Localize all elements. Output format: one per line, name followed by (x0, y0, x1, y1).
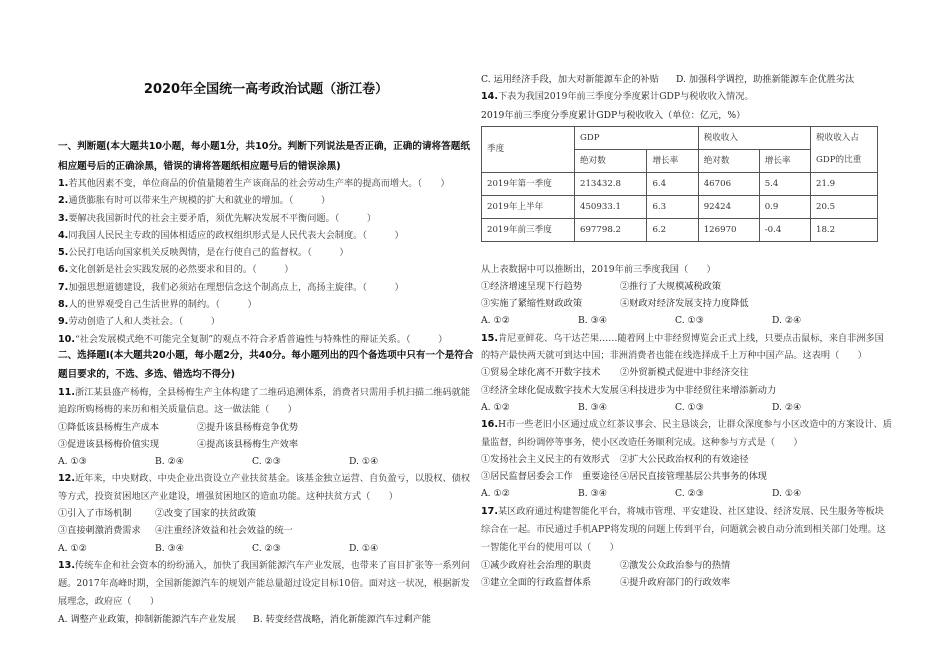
question-14 (481, 88, 893, 329)
option: ③实施了紧缩性财政政策 (481, 298, 583, 310)
question-number: 2. (58, 195, 69, 207)
option: ②推行了大规模减税政策 (620, 280, 722, 292)
question-number: 10. (58, 333, 75, 345)
cell: 20.5 (811, 195, 878, 218)
question-text: 加强思想道德建设，我们必须站在理想信念这个制高点上，高扬主旋律。（ ） (68, 281, 404, 293)
option: ④科技进步为中非经贸往来增添新动力 (620, 384, 777, 396)
cell: 6.3 (647, 195, 698, 218)
question-number: 9. (58, 316, 69, 328)
answer-c: C. ①③ (675, 401, 705, 413)
question-text: 浙江某县盛产杨梅，全县杨梅生产主体构建了二维码追溯体系，消费者只需用手机扫描二维码就能追踪所购杨梅的来历和相关质量信息。这一做法能（ ） (58, 386, 471, 416)
question-text: H市一些老旧小区通过成立红茶议事会、民主恳谈会，让群众深度参与小区改造中的方案设计、质量监督，纠纷调停等事务，使小区改造任务顺利完成。这种参与方式是（ ） (481, 419, 892, 448)
answer-c: C. ②③ (252, 456, 282, 468)
header-abs: 绝对数 (575, 149, 647, 172)
answer-a: A. ①② (481, 488, 510, 500)
question-text: 从上表数据中可以推断出，2019年前三季度我国（ ） (481, 263, 716, 275)
option: ④财政对经济发展支持力度降低 (620, 298, 749, 310)
option: ③促进该县杨梅价值实现 (58, 438, 160, 450)
question-text: 下表为我国2019年前三季度分季度累计GDP与税收收入情况。 (498, 91, 754, 103)
right-column (481, 71, 893, 591)
option: ④注重经济效益和社会效益的统一 (155, 525, 293, 537)
header-rate: 增长率 (647, 149, 698, 172)
answer-d: D. ①④ (349, 456, 379, 468)
cell: 6.4 (647, 172, 698, 195)
question-number: 11. (58, 386, 75, 398)
answer-a: A. ①② (481, 401, 510, 413)
question-text: 劳动创造了人和人类社会。（ ） (68, 316, 220, 328)
question-text: 人的世界观受自己生活世界的制约。（ ） (68, 299, 257, 311)
cell: 2019年第一季度 (482, 172, 575, 195)
option: ②扩大公民政治权利的有效途径 (620, 453, 749, 465)
question-12 (58, 470, 474, 556)
cell: 213432.8 (575, 172, 647, 195)
answer-c: C. ②③ (252, 542, 282, 554)
answer-b: B. 转变经营战略，消化新能源汽车过剩产能 (253, 613, 431, 625)
judgement-item (58, 175, 474, 192)
answer-d: D. ①④ (772, 488, 802, 500)
option: ①发扬社会主义民主的有效形式 (481, 453, 610, 465)
question-number: 17. (481, 505, 498, 517)
question-number: 8. (58, 299, 69, 311)
cell: 2019年上半年 (482, 195, 575, 218)
answer-b: B. ②④ (155, 456, 185, 468)
judgement-item (58, 261, 474, 278)
judgement-list (58, 175, 474, 348)
answer-a: A. ①② (58, 542, 87, 554)
question-text: 近年来，中央财政、中央企业出资设立产业扶贫基金。该基金独立运营、自负盈亏，以股权、债权等方式，投资贫困地区产业建设，增强贫困地区的造血功能。这种扶贫方式（ ） (58, 473, 471, 502)
judgement-item (58, 192, 474, 209)
answer-b: B. ③④ (155, 542, 185, 554)
table-row (482, 195, 878, 218)
option: ④提升政府部门的行政效率 (620, 577, 731, 589)
table-row (482, 172, 878, 195)
question-text: 文化创新是社会实践发展的必然要求和目的。（ ） (68, 264, 294, 276)
option: ①经济增速呈现下行趋势 (481, 280, 583, 292)
cell: 0.9 (759, 195, 810, 218)
answer-d: D. ②④ (772, 315, 802, 327)
option: ①降低该县杨梅生产成本 (58, 421, 160, 433)
header-gdp: GDP (575, 126, 699, 149)
question-number: 13. (58, 559, 75, 571)
question-text: 肯尼亚鲜花、乌干达芒果……随着网上中非经贸博览会正式上线，只要点击鼠标，来自非洲多国的特产最快两天就可到达中国；非洲消费者也能在线选择成千上万种中国产品。这表明（ ） (481, 332, 884, 362)
question-17 (481, 503, 893, 592)
question-text: 要解决我国新时代的社会主要矛盾，须优先解决发展不平衡问题。（ ） (68, 212, 377, 224)
judgement-item (58, 296, 474, 313)
gdp-tax-table (481, 126, 878, 242)
cell: 6.2 (647, 218, 698, 241)
cell: 126970 (698, 218, 759, 241)
cell: 5.4 (759, 172, 810, 195)
header-tax: 税收收入 (698, 126, 810, 149)
header-quarter: 季度 (482, 126, 575, 172)
answer-c: C. ①③ (675, 315, 705, 327)
option: ③经济全球化促成数字技术大发展 (481, 384, 619, 396)
left-column (58, 139, 474, 628)
cell: 46706 (698, 172, 759, 195)
answer-b: B. ③④ (578, 488, 608, 500)
option: ②改变了国家的扶贫政策 (155, 508, 257, 520)
question-13 (58, 557, 474, 628)
question-15 (481, 330, 893, 416)
page-title: 2020年全国统一高考政治试题（浙江卷） (143, 82, 389, 97)
header-rate: 增长率 (759, 149, 810, 172)
question-number: 14. (481, 91, 498, 103)
question-16 (481, 416, 893, 502)
option: ②提升该县杨梅竞争优势 (197, 421, 299, 433)
question-text: 公民打电话向国家机关反映舆情，是在行使自己的监督权。（ ） (68, 247, 349, 259)
option: ③居民监督居委会工作 重要途径 (481, 471, 619, 483)
answer-a: A. 调整产业政策，抑制新能源汽车产业发展 (58, 613, 236, 625)
option: ④居民直接管理基层公共事务的体现 (620, 471, 767, 483)
answer-c: C. ②③ (675, 488, 705, 500)
question-number: 4. (58, 229, 69, 241)
question-number: 16. (481, 419, 498, 431)
option: ②激发公众政治参与的热情 (620, 559, 731, 571)
option: ①贸易全球化离不开数字技术 (481, 367, 601, 379)
answer-d: D. ①④ (349, 542, 379, 554)
question-text: “社会发展模式绝不可能完全复制”的观点不符合矛盾普遍性与特殊性的辩证关系。（ ） (75, 333, 448, 345)
answer-b: B. ③④ (578, 315, 608, 327)
header-ratio: 税收收入占GDP的比重 (811, 126, 878, 172)
cell: 21.9 (811, 172, 878, 195)
header-abs: 绝对数 (698, 149, 759, 172)
judgement-item (58, 210, 474, 227)
answer-d: D. 加强科学调控，助推新能源车企优胜劣汰 (676, 74, 855, 85)
answer-a: A. ①② (481, 315, 510, 327)
option: ②外贸新模式促进中非经济交往 (620, 367, 749, 379)
option: ④提高该县杨梅生产效率 (197, 438, 299, 450)
judgement-item (58, 227, 474, 244)
answer-a: A. ①③ (58, 456, 87, 468)
option: ①减少政府社会治理的职责 (481, 559, 592, 571)
question-number: 12. (58, 473, 75, 485)
cell: 92424 (698, 195, 759, 218)
option: ③建立全面的行政监督体系 (481, 577, 592, 589)
cell: 18.2 (811, 218, 878, 241)
cell: 2019年前三季度 (482, 218, 575, 241)
cell: 697798.2 (575, 218, 647, 241)
section1-heading: 一、判断题(本大题共10小题，每小题1分，共10分。判断下列说法是否正确，正确的请将答题纸相应题号后的正确涂黑，错误的请将答题纸相应题号后的错误涂黑) (58, 141, 470, 172)
question-number: 5. (58, 247, 69, 259)
question-11 (58, 384, 474, 470)
question-number: 7. (58, 281, 69, 293)
question-text: 通货膨胀有时可以带来生产规模的扩大和就业的增加。（ ） (68, 195, 331, 207)
judgement-item (58, 244, 474, 261)
answer-c: C. 运用经济手段，加大对新能源车企的补贴 (481, 74, 659, 85)
judgement-item (58, 313, 474, 330)
cell: -0.4 (759, 218, 810, 241)
question-number: 1. (58, 178, 69, 189)
answer-b: B. ③④ (578, 401, 608, 413)
question-text: 某区政府通过构建智能化平台，将城市管理、平安建设、社区建设、经济发展、民生服务等板块综合在一起。市民通过手机APP将发现的问题上传到平台，问题就会被自动分流到相关部门处理。这一智能化平台的使用可以（ ） (481, 505, 886, 553)
question-number: 6. (58, 264, 69, 276)
option: ③直接刺激消费需求 (58, 525, 141, 537)
cell: 450933.1 (575, 195, 647, 218)
question-text: 同我国人民民主专政的国体相适应的政权组织形式是人民代表大会制度。（ ） (68, 229, 404, 241)
table-row (482, 218, 878, 241)
option: ①引入了市场机制 (58, 508, 132, 520)
table-caption: 2019年前三季度分季度累计GDP与税收收入（单位：亿元，%） (481, 109, 746, 121)
section2-heading: 二、选择题Ⅰ(本大题共20小题，每小题2分，共40分。每小题列出的四个备选项中只有一个是符合题目要求的，不选、多选、错选均不得分) (58, 349, 474, 381)
question-text: 传统车企和社会资本的纷纷涌入，加快了我国新能源汽车产业发展，也带来了盲目扩张等一系列问题。2017年高峰时期，全国新能源汽车的规划产能总量超过设定目标10倍。面对这一状况，根据新发展理念，政府应（ ） (58, 559, 471, 607)
judgement-item (58, 279, 474, 296)
answer-d: D. ②④ (772, 401, 802, 413)
question-text: 若其他因素不变，单位商品的价值量随着生产该商品的社会劳动生产率的提高而增大。（ ） (68, 178, 450, 189)
question-number: 15. (481, 332, 498, 344)
question-number: 3. (58, 212, 69, 224)
